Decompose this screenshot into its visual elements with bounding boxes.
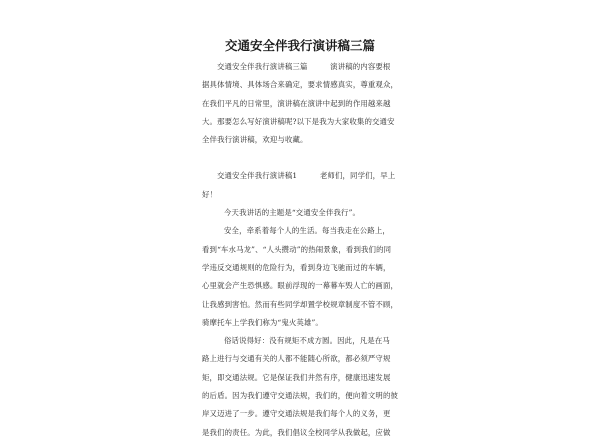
intro-line: 大。那要怎么写好演讲稿呢?以下是我为大家收集的交通安 <box>202 116 395 126</box>
intro-line: 据具体情境、具体场合来确定，要求情感真实，尊重观众， <box>202 80 399 90</box>
speech-line: 岸又迈进了一步。遵守交通法规是我们每个人的义务，更 <box>202 409 391 419</box>
speech-line: 矩，即交通法规。它是保证我们井然有序，健康迅速发展 <box>202 372 391 382</box>
paragraph-gap <box>202 149 402 167</box>
speech-line: 骑摩托车上学我们称为“鬼火英雄”。 <box>202 317 323 327</box>
speech-line: 的后盾。因为我们遵守交通法规，我们的，便向着文明的彼 <box>202 391 399 401</box>
speech-line: 是我们的责任。为此，我们倡议全校同学从我做起，应做 <box>202 427 391 437</box>
intro-line: 交通安全伴我行演讲稿三篇 演讲稿的内容要根 <box>217 62 391 71</box>
intro-line: 在我们平凡的日常里，演讲稿在演讲中起到的作用越来越 <box>202 98 391 108</box>
speech-line: 心里就会产生恐惧感。眼前浮现的一幕幕车毁人亡的画面， <box>202 281 399 291</box>
speech-heading-line: 交通安全伴我行演讲稿1 老师们，同学们，早上 <box>217 171 396 181</box>
document-body <box>202 58 402 442</box>
speech-line: 安全，牵系着每个人的生活。每当我走在公路上， <box>224 226 390 236</box>
speech-line: 俗话说得好：没有规矩不成方圆。因此，凡是在马 <box>224 336 390 346</box>
speech-line: 今天我讲话的主题是“交通安全伴我行”。 <box>224 208 361 218</box>
speech-line: 学违反交通规则的危险行为，看到身边飞驰而过的车辆， <box>202 262 391 272</box>
speech-line: 看到“车水马龙”、“人头攒动”的热闹景象，看到我们的同 <box>202 244 392 254</box>
speech-line: 好！ <box>202 189 218 199</box>
document-title: 交通安全伴我行演讲稿三篇 <box>224 38 375 53</box>
intro-line: 全伴我行演讲稿，欢迎与收藏。 <box>202 135 308 145</box>
speech-line: 让我感到害怕。然而有些同学却置学校规章制度不管不顾， <box>202 299 399 309</box>
speech-line: 路上进行与交通有关的人都不能随心所欲，都必须严守规 <box>202 354 391 364</box>
